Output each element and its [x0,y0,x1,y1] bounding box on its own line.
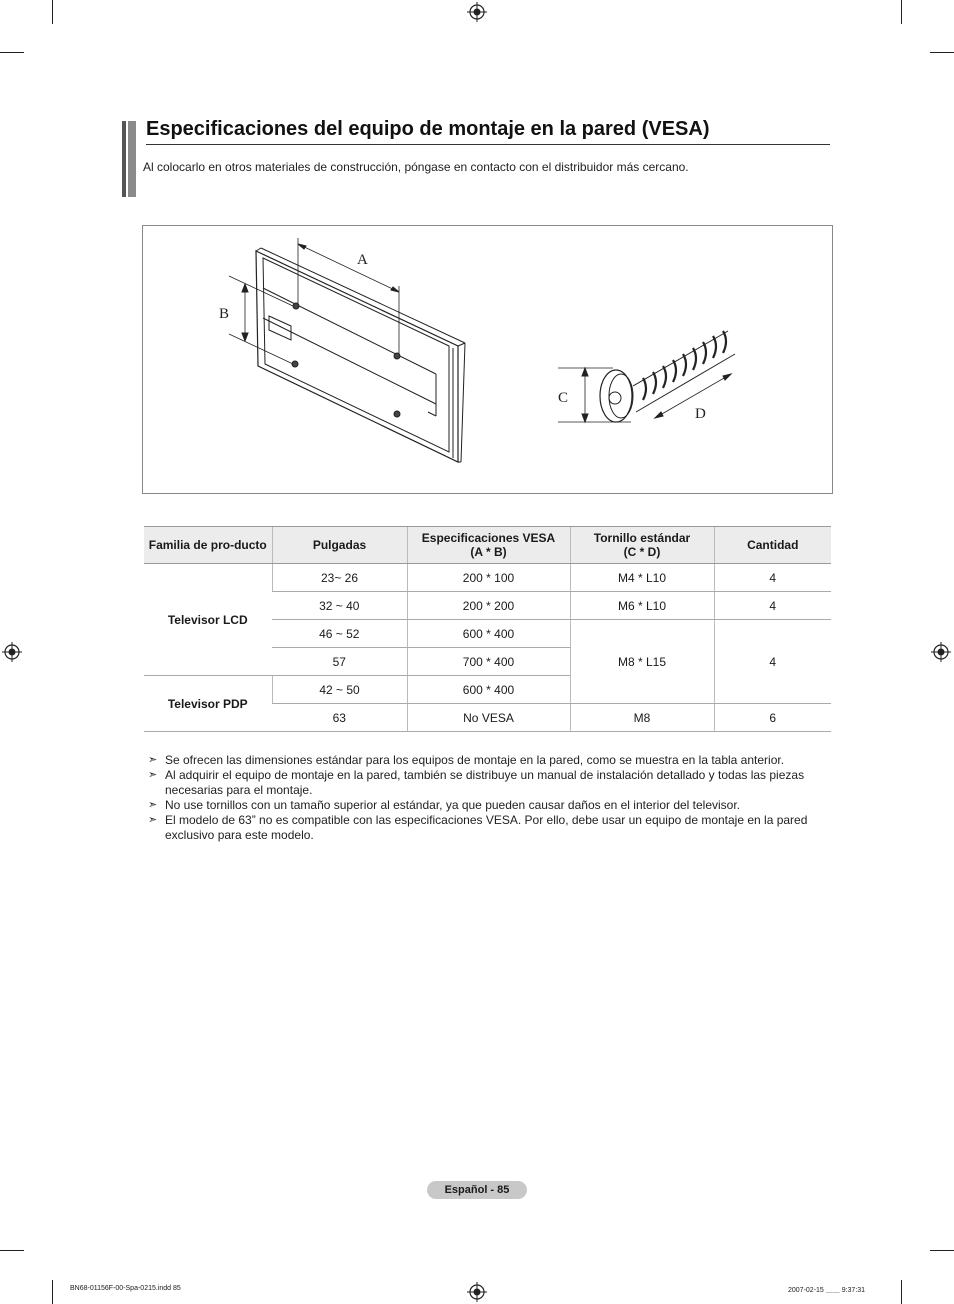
cell-qty: 4 [714,564,831,592]
cell-inches: 57 [272,648,407,676]
cell-inches: 63 [272,704,407,732]
title-accent-bar [122,121,136,197]
header-family: Familia de pro-ducto [144,527,272,564]
table-row [144,564,831,592]
table-header-row [144,527,831,564]
list-item: ➣ No use tornillos con un tamaño superior al estándar, ya que pueden causar daños en el interior del televisor. [148,798,741,812]
dimension-label-b: B [219,306,230,322]
crop-mark [930,1250,954,1251]
arrow-bullet-icon: ➣ [148,799,158,811]
cell-inches: 42 ~ 50 [272,676,407,704]
dimension-label-d: D [695,406,706,422]
crop-mark [930,52,954,53]
cell-screw: M8 * L15 [570,620,714,704]
list-item: ➣ Se ofrecen las dimensiones estándar para los equipos de montaje en la pared, como se muestra en la tabla anterior. [148,753,785,767]
cell-qty: 4 [714,620,831,704]
print-timestamp: 2007-02-15 ＿＿ 9:37:31 [788,1287,866,1294]
cell-screw: M8 [570,704,714,732]
tv-back-and-screw-diagram [143,226,832,493]
vesa-spec-table [144,526,831,732]
arrow-bullet-icon: ➣ [148,814,158,826]
crop-mark [52,1280,53,1304]
registration-mark-icon [931,642,951,662]
list-item: ➣ Al adquirir el equipo de montaje en la pared, también se distribuye un manual de instalación detallado y todas las piezas necesarias para el montaje. [148,768,805,797]
crop-mark [901,0,902,24]
crop-mark [0,52,24,53]
dimension-label-c: C [558,390,569,406]
list-item: ➣ El modelo de 63” no es compatible con las especificaciones VESA. Por ello, debe usar un equipo de montaje en la pared exclusivo para este modelo. [148,813,808,842]
cell-vesa: 700 * 400 [407,648,570,676]
dimension-label-a: A [357,252,368,268]
page-number-badge: Español - 85 [427,1181,527,1199]
cell-inches: 32 ~ 40 [272,592,407,620]
cell-inches: 46 ~ 52 [272,620,407,648]
file-info: BN68-01156F-00-Spa-0215.indd 85 [70,1285,181,1292]
header-inches: Pulgadas [272,527,407,564]
cell-vesa: No VESA [407,704,570,732]
arrow-bullet-icon: ➣ [148,754,158,766]
crop-mark [0,1250,24,1251]
registration-mark-icon [2,642,22,662]
cell-qty: 6 [714,704,831,732]
cell-vesa: 200 * 100 [407,564,570,592]
crop-mark [901,1280,902,1304]
cell-screw: M6 * L10 [570,592,714,620]
crop-mark [52,0,53,24]
header-qty: Cantidad [714,527,831,564]
mounting-illustration [142,225,833,494]
cell-inches: 23~ 26 [272,564,407,592]
cell-vesa: 600 * 400 [407,676,570,704]
page-title: Especificaciones del equipo de montaje en la pared (VESA) [146,118,830,145]
cell-vesa: 600 * 400 [407,620,570,648]
cell-vesa: 200 * 200 [407,592,570,620]
cell-screw: M4 * L10 [570,564,714,592]
notes-list [148,753,828,843]
family-lcd: Televisor LCD [144,564,272,676]
header-screw: Tornillo estándar (C * D) [570,527,714,564]
cell-qty: 4 [714,592,831,620]
family-pdp: Televisor PDP [144,676,272,732]
arrow-bullet-icon: ➣ [148,769,158,781]
header-vesa: Especificaciones VESA (A * B) [407,527,570,564]
registration-mark-icon [467,2,487,22]
registration-mark-icon [467,1282,487,1302]
page-subtitle: Al colocarlo en otros materiales de construcción, póngase en contacto con el distribuidor más cercano. [143,160,689,174]
